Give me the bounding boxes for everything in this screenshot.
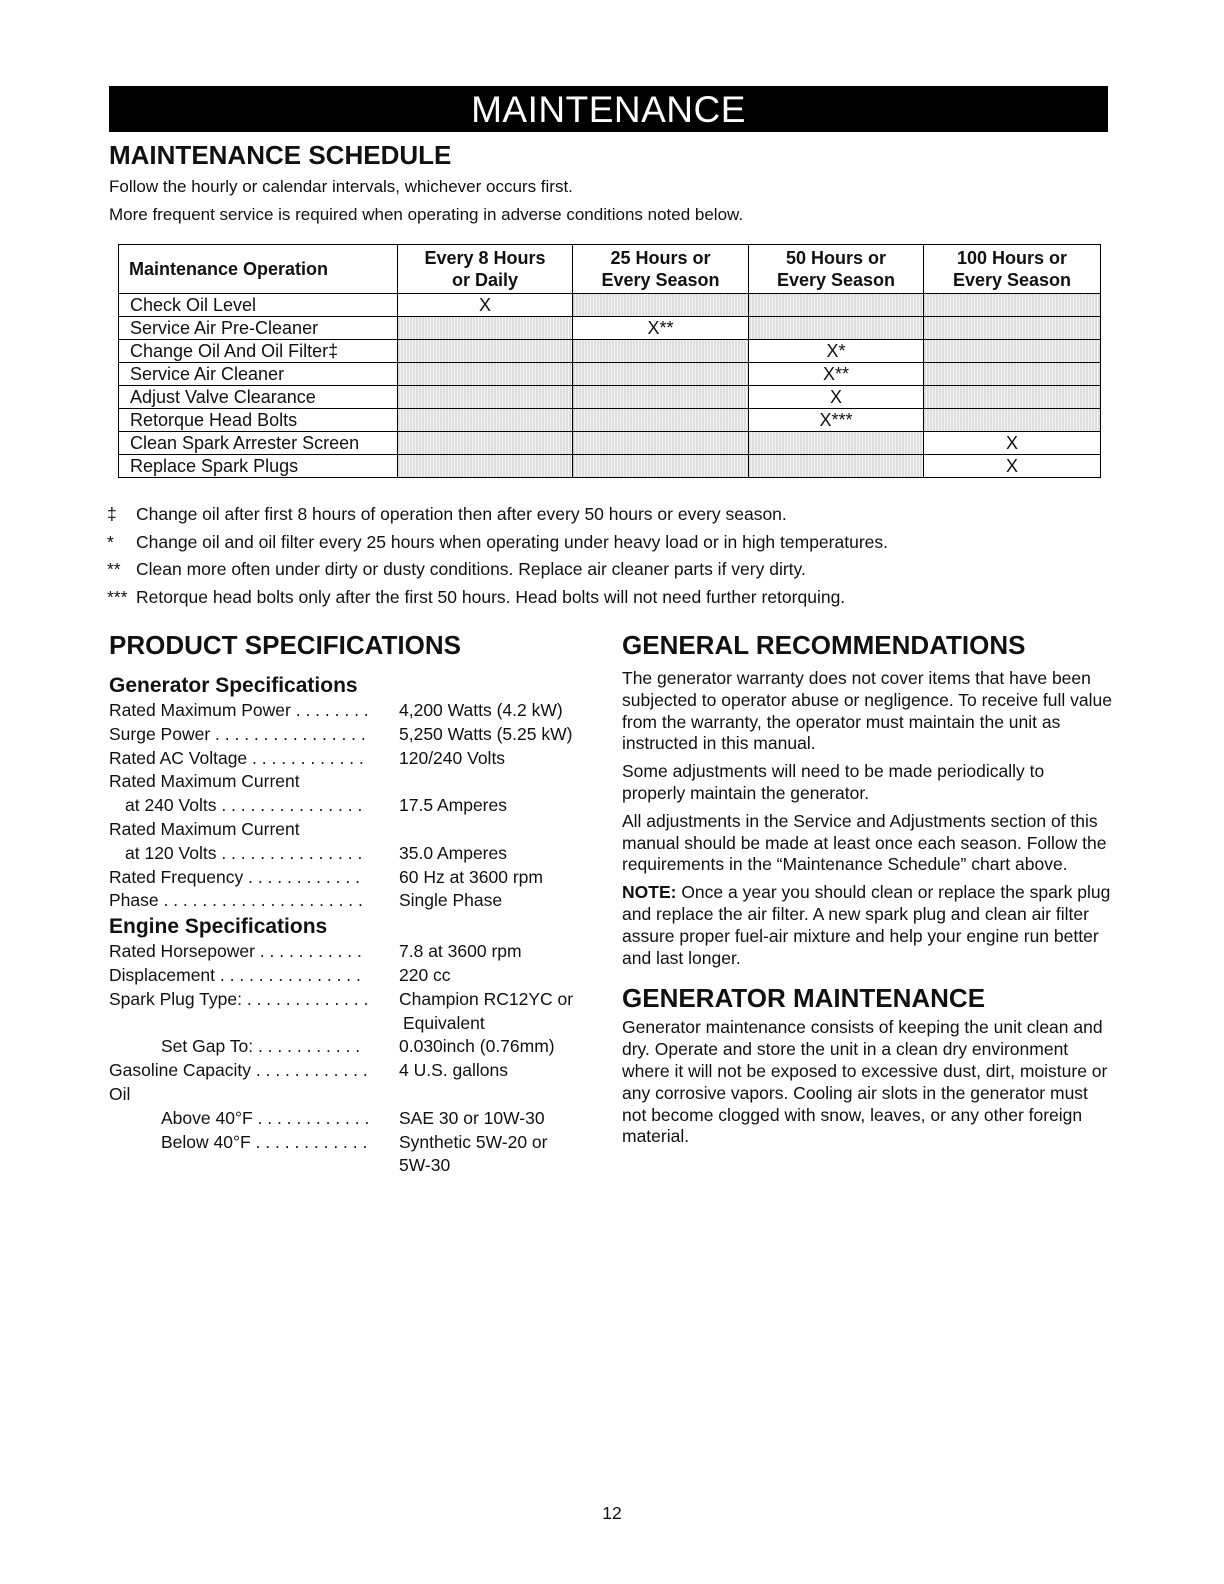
operation-cell: Change Oil And Oil Filter‡ — [119, 340, 398, 363]
spec-row — [109, 1154, 599, 1178]
maintenance-schedule-table — [118, 244, 1101, 478]
spec-value: 0.030inch (0.76mm) — [399, 1036, 555, 1057]
footnote — [107, 587, 1107, 615]
interval-cell: X** — [749, 363, 924, 386]
spec-label: Oil — [109, 1083, 131, 1104]
interval-cell: X*** — [749, 409, 924, 432]
operation-cell: Replace Spark Plugs — [119, 455, 398, 478]
maintenance-schedule-title: MAINTENANCE SCHEDULE — [109, 140, 452, 170]
spec-label: Below 40°F . . . . . . . . . . . . — [161, 1131, 368, 1152]
spec-value: 4,200 Watts (4.2 kW) — [399, 700, 563, 720]
interval-cell — [924, 317, 1101, 340]
paragraph: The generator warranty does not cover items that have been subjected to operator abuse or negligence. To receive full value from the warranty, the operator must maintain the unit as instructed in this manual. — [622, 668, 1112, 754]
spec-value: 60 Hz at 3600 rpm — [399, 866, 543, 887]
spec-value: 220 cc — [399, 964, 451, 985]
table-row — [119, 386, 1101, 409]
footnote — [107, 559, 1107, 587]
spec-label: Set Gap To: . . . . . . . . . . . — [161, 1036, 361, 1057]
interval-cell — [749, 455, 924, 478]
spec-label: Surge Power . . . . . . . . . . . . . . . . — [109, 723, 366, 744]
spec-row — [109, 699, 599, 723]
spec-label: Rated Horsepower . . . . . . . . . . . — [109, 941, 362, 962]
spec-row — [109, 723, 599, 747]
table-header-row — [119, 245, 1101, 294]
spec-row — [109, 988, 599, 1012]
footnote-symbol: ** — [107, 559, 121, 579]
header-100-hours: 100 Hours or Every Season — [924, 245, 1101, 294]
paragraph: Some adjustments will need to be made periodically to properly maintain the generator. — [622, 761, 1045, 803]
general-recommendations-title: GENERAL RECOMMENDATIONS — [622, 630, 1026, 660]
table-row — [119, 294, 1101, 317]
operation-cell: Check Oil Level — [119, 294, 398, 317]
spec-label: at 240 Volts . . . . . . . . . . . . . . . — [125, 795, 363, 816]
spec-label: Spark Plug Type: . . . . . . . . . . . . . — [109, 988, 369, 1009]
spec-value: 4 U.S. gallons — [399, 1060, 508, 1081]
interval-cell — [573, 432, 749, 455]
spec-value: 35.0 Amperes — [399, 842, 507, 863]
operation-cell: Adjust Valve Clearance — [119, 386, 398, 409]
interval-cell — [398, 363, 573, 386]
interval-cell: X — [924, 432, 1101, 455]
spec-value: Synthetic 5W-20 or — [399, 1131, 548, 1152]
spec-row — [109, 964, 599, 988]
interval-cell — [398, 455, 573, 478]
spec-row — [109, 940, 599, 964]
note-paragraph — [622, 882, 1112, 969]
operation-cell: Service Air Cleaner — [119, 363, 398, 386]
header-25-hours: 25 Hours or Every Season — [573, 245, 749, 294]
spec-value: Single Phase — [399, 890, 503, 911]
spec-value: Champion RC12YC or — [399, 988, 574, 1009]
header-maintenance-operation: Maintenance Operation — [119, 245, 398, 294]
footnote-text: Change oil and oil filter every 25 hours when operating under heavy load or in high temperatures. — [136, 531, 888, 552]
interval-cell — [573, 409, 749, 432]
page-number: 12 — [602, 1503, 622, 1523]
header-every-8-hours: Every 8 Hours or Daily — [398, 245, 573, 294]
interval-cell — [398, 432, 573, 455]
spec-row — [109, 1107, 599, 1131]
interval-cell: X — [924, 455, 1101, 478]
note-label: NOTE: — [622, 882, 677, 903]
interval-cell — [398, 317, 573, 340]
spec-value: Equivalent — [403, 1012, 485, 1033]
interval-cell — [398, 386, 573, 409]
spec-label: Gasoline Capacity . . . . . . . . . . . . — [109, 1060, 368, 1081]
table-row — [119, 363, 1101, 386]
product-specifications-section — [109, 630, 599, 1178]
spec-row — [109, 1012, 599, 1036]
paragraph: All adjustments in the Service and Adjustments section of this manual should be made at least once each season. Follow the requirements in the “Maintenance Schedule” chart above. — [622, 810, 1107, 875]
spec-value: SAE 30 or 10W-30 — [399, 1107, 545, 1128]
footnote-text: Clean more often under dirty or dusty conditions. Replace air cleaner parts if very dirty. — [136, 559, 806, 579]
table-row — [119, 340, 1101, 363]
section-banner: MAINTENANCE — [109, 86, 1108, 132]
spec-value: 5,250 Watts (5.25 kW) — [399, 723, 573, 744]
interval-cell — [573, 455, 749, 478]
footnote-symbol: ‡ — [107, 504, 117, 524]
spec-value: 120/240 Volts — [399, 747, 506, 768]
header-50-hours: 50 Hours or Every Season — [749, 245, 924, 294]
spec-row — [109, 842, 599, 866]
spec-row — [109, 770, 599, 794]
spec-label: Above 40°F . . . . . . . . . . . . — [161, 1107, 370, 1128]
operation-cell: Service Air Pre-Cleaner — [119, 317, 398, 340]
spec-label: Displacement . . . . . . . . . . . . . . . — [109, 964, 361, 985]
footnote — [107, 532, 1107, 560]
footnote-symbol: *** — [107, 586, 128, 607]
operation-cell: Retorque Head Bolts — [119, 409, 398, 432]
interval-cell — [573, 340, 749, 363]
spec-label: Rated Maximum Current — [109, 818, 300, 839]
generator-maintenance-title: GENERATOR MAINTENANCE — [622, 983, 986, 1014]
schedule-intro-line-2: More frequent service is required when operating in adverse conditions noted below. — [109, 205, 744, 224]
table-row — [119, 455, 1101, 478]
spec-row — [109, 818, 599, 842]
table-row — [119, 317, 1101, 340]
interval-cell — [398, 340, 573, 363]
spec-value: 17.5 Amperes — [399, 795, 507, 816]
spec-row — [109, 794, 599, 818]
interval-cell — [924, 386, 1101, 409]
note-text: Once a year you should clean or replace the spark plug and replace the air filter. A new spark plug and clean air filter assure proper fuel-air mixture and help your engine run better and last longer. — [622, 882, 1111, 968]
interval-cell — [573, 294, 749, 317]
schedule-intro-line-1: Follow the hourly or calendar intervals, whichever occurs first. — [109, 177, 573, 196]
spec-label: Rated Frequency . . . . . . . . . . . . — [109, 866, 360, 887]
interval-cell — [924, 409, 1101, 432]
footnote-text: Retorque head bolts only after the first 50 hours. Head bolts will not need further retorquing. — [136, 586, 846, 607]
interval-cell — [924, 294, 1101, 317]
spec-row — [109, 1083, 599, 1107]
product-specifications-title: PRODUCT SPECIFICATIONS — [109, 630, 461, 660]
footnote — [107, 504, 1107, 532]
schedule-footnotes — [107, 504, 1107, 614]
interval-cell: X** — [573, 317, 749, 340]
spec-row — [109, 866, 599, 890]
spec-label: Rated AC Voltage . . . . . . . . . . . . — [109, 747, 364, 768]
spec-row — [109, 747, 599, 771]
spec-label: Rated Maximum Current — [109, 771, 300, 792]
interval-cell — [924, 340, 1101, 363]
interval-cell — [749, 317, 924, 340]
spec-value: 7.8 at 3600 rpm — [399, 941, 522, 962]
engine-specifications-title: Engine Specifications — [109, 915, 328, 939]
spec-label: Phase . . . . . . . . . . . . . . . . . . . . . — [109, 890, 363, 911]
operation-cell: Clean Spark Arrester Screen — [119, 432, 398, 455]
interval-cell — [749, 294, 924, 317]
spec-label: at 120 Volts . . . . . . . . . . . . . . . — [125, 842, 363, 863]
spec-row — [109, 1131, 599, 1155]
interval-cell — [924, 363, 1101, 386]
spec-row — [109, 1035, 599, 1059]
spec-row — [109, 1059, 599, 1083]
interval-cell: X — [398, 294, 573, 317]
spec-label: Rated Maximum Power . . . . . . . . — [109, 700, 369, 720]
interval-cell — [749, 432, 924, 455]
table-row — [119, 432, 1101, 455]
footnote-text: Change oil after first 8 hours of operation then after every 50 hours or every season. — [136, 504, 787, 524]
spec-row — [109, 889, 599, 913]
footnote-symbol: * — [107, 531, 114, 552]
interval-cell — [398, 409, 573, 432]
general-recommendations-section — [622, 630, 1112, 1148]
table-row — [119, 409, 1101, 432]
generator-specifications-title: Generator Specifications — [109, 674, 358, 697]
interval-cell: X — [749, 386, 924, 409]
paragraph: Generator maintenance consists of keeping the unit clean and dry. Operate and store the unit in a clean dry environment where it will not be exposed to excessive dust, dirt, moisture or any corrosive vapors. Cooling air slots in the generator must not become clogged with snow, leaves, or any other foreign material. — [622, 1017, 1108, 1147]
spec-value: 5W-30 — [399, 1155, 451, 1176]
interval-cell — [573, 363, 749, 386]
interval-cell: X* — [749, 340, 924, 363]
interval-cell — [573, 386, 749, 409]
